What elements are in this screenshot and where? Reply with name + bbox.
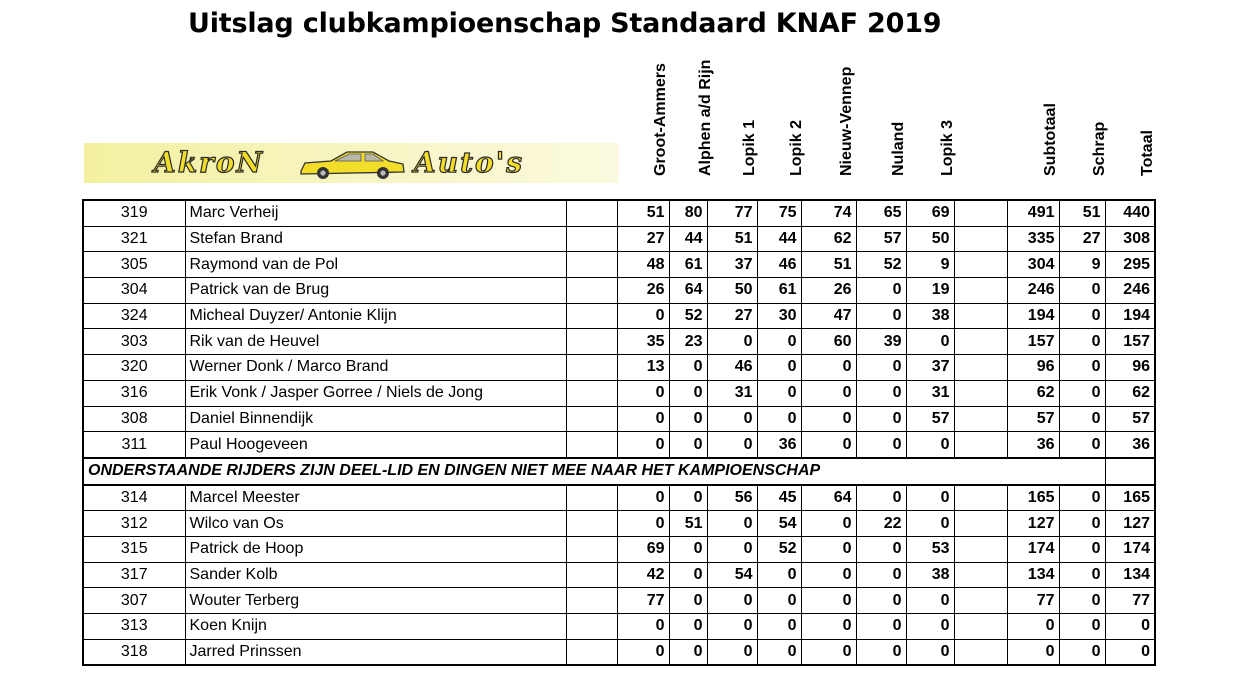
score-cell: 0 <box>617 432 669 458</box>
score-cell: 0 <box>617 511 669 537</box>
table-row <box>83 355 1155 381</box>
totaal-cell: 174 <box>1105 536 1155 562</box>
score-cell: 0 <box>617 303 669 329</box>
table-row <box>83 406 1155 432</box>
empty-cell <box>566 562 617 588</box>
score-cell: 60 <box>801 329 856 355</box>
rider-number: 321 <box>83 226 185 252</box>
schrap-cell: 0 <box>1059 406 1105 432</box>
score-cell: 0 <box>856 614 906 640</box>
score-cell: 0 <box>617 614 669 640</box>
results-table <box>82 199 1156 666</box>
score-cell: 37 <box>707 252 757 278</box>
empty-cell <box>954 303 1007 329</box>
empty-cell <box>954 485 1007 511</box>
score-cell: 0 <box>801 614 856 640</box>
rider-number: 324 <box>83 303 185 329</box>
subtotaal-cell: 0 <box>1007 639 1059 665</box>
score-cell: 51 <box>801 252 856 278</box>
rider-number: 319 <box>83 200 185 226</box>
table-row <box>83 432 1155 458</box>
table-row <box>83 200 1155 226</box>
col-header-lopik-1: Lopik 1 <box>741 119 758 176</box>
totaal-cell: 295 <box>1105 252 1155 278</box>
totaal-cell: 77 <box>1105 588 1155 614</box>
score-cell: 38 <box>906 303 954 329</box>
table-row <box>83 329 1155 355</box>
score-cell: 0 <box>856 278 906 304</box>
totaal-cell: 36 <box>1105 432 1155 458</box>
schrap-cell: 0 <box>1059 562 1105 588</box>
score-cell: 0 <box>856 536 906 562</box>
empty-cell <box>954 226 1007 252</box>
table-row <box>83 278 1155 304</box>
score-cell: 61 <box>757 278 801 304</box>
subtotaal-cell: 165 <box>1007 485 1059 511</box>
score-cell: 0 <box>617 406 669 432</box>
empty-cell <box>566 485 617 511</box>
rider-number: 307 <box>83 588 185 614</box>
empty-cell <box>954 200 1007 226</box>
rider-number: 316 <box>83 380 185 406</box>
score-cell: 51 <box>707 226 757 252</box>
empty-cell <box>566 380 617 406</box>
score-cell: 35 <box>617 329 669 355</box>
score-cell: 65 <box>856 200 906 226</box>
score-cell: 0 <box>906 639 954 665</box>
score-cell: 0 <box>707 639 757 665</box>
schrap-cell: 0 <box>1059 536 1105 562</box>
empty-cell <box>954 406 1007 432</box>
subtotaal-cell: 36 <box>1007 432 1059 458</box>
schrap-cell: 0 <box>1059 639 1105 665</box>
score-cell: 27 <box>707 303 757 329</box>
score-cell: 13 <box>617 355 669 381</box>
score-cell: 0 <box>669 562 707 588</box>
col-header-nuland: Nuland <box>890 121 907 176</box>
table-row <box>83 588 1155 614</box>
rider-name: Paul Hoogeveen <box>185 432 566 458</box>
score-cell: 0 <box>801 562 856 588</box>
akron-autos-logo <box>84 143 619 183</box>
subtotaal-cell: 0 <box>1007 614 1059 640</box>
empty-cell <box>954 536 1007 562</box>
empty-cell <box>566 432 617 458</box>
empty-cell <box>566 303 617 329</box>
col-header-nieuw-vennep: Nieuw-Vennep <box>837 66 855 176</box>
score-cell: 0 <box>801 511 856 537</box>
totaal-cell: 157 <box>1105 329 1155 355</box>
totaal-cell: 440 <box>1105 200 1155 226</box>
rider-number: 311 <box>83 432 185 458</box>
score-cell: 47 <box>801 303 856 329</box>
schrap-cell: 0 <box>1059 355 1105 381</box>
score-cell: 54 <box>757 511 801 537</box>
subtotaal-cell: 57 <box>1007 406 1059 432</box>
schrap-cell: 9 <box>1059 252 1105 278</box>
score-cell: 0 <box>856 380 906 406</box>
subtotaal-cell: 157 <box>1007 329 1059 355</box>
col-header-lopik-3: Lopik 3 <box>939 119 956 176</box>
score-cell: 0 <box>757 406 801 432</box>
score-cell: 9 <box>906 252 954 278</box>
score-cell: 75 <box>757 200 801 226</box>
col-header-alphen: Alphen a/d Rijn <box>697 59 714 176</box>
rider-number: 315 <box>83 536 185 562</box>
logo-word-autos: Auto's <box>414 146 525 179</box>
rider-name: Sander Kolb <box>185 562 566 588</box>
totaal-cell: 134 <box>1105 562 1155 588</box>
score-cell: 0 <box>856 485 906 511</box>
score-cell: 0 <box>669 614 707 640</box>
note-row-empty-cell <box>1105 458 1155 485</box>
score-cell: 0 <box>906 432 954 458</box>
schrap-cell: 0 <box>1059 329 1105 355</box>
rider-number: 303 <box>83 329 185 355</box>
score-cell: 50 <box>707 278 757 304</box>
table-row <box>83 252 1155 278</box>
score-cell: 64 <box>669 278 707 304</box>
rider-name: Jarred Prinssen <box>185 639 566 665</box>
score-cell: 44 <box>757 226 801 252</box>
score-cell: 39 <box>856 329 906 355</box>
score-cell: 0 <box>757 614 801 640</box>
score-cell: 0 <box>707 329 757 355</box>
score-cell: 0 <box>757 329 801 355</box>
rider-number: 304 <box>83 278 185 304</box>
rider-number: 313 <box>83 614 185 640</box>
score-cell: 44 <box>669 226 707 252</box>
schrap-cell: 27 <box>1059 226 1105 252</box>
subtotaal-cell: 127 <box>1007 511 1059 537</box>
score-cell: 0 <box>856 406 906 432</box>
empty-cell <box>954 588 1007 614</box>
table-row <box>83 639 1155 665</box>
col-header-schrap: Schrap <box>1091 121 1108 176</box>
rider-number: 305 <box>83 252 185 278</box>
score-cell: 0 <box>856 639 906 665</box>
ranked-rows <box>83 200 1155 458</box>
table-row <box>83 614 1155 640</box>
score-cell: 0 <box>801 355 856 381</box>
rider-name: Daniel Binnendijk <box>185 406 566 432</box>
score-cell: 0 <box>669 380 707 406</box>
schrap-cell: 0 <box>1059 278 1105 304</box>
table-row <box>83 562 1155 588</box>
rider-name: Raymond van de Pol <box>185 252 566 278</box>
rider-name: Marc Verheij <box>185 200 566 226</box>
score-cell: 0 <box>801 588 856 614</box>
totaal-cell: 0 <box>1105 614 1155 640</box>
score-cell: 0 <box>707 588 757 614</box>
totaal-cell: 165 <box>1105 485 1155 511</box>
score-cell: 42 <box>617 562 669 588</box>
rider-name: Rik van de Heuvel <box>185 329 566 355</box>
rider-name: Koen Knijn <box>185 614 566 640</box>
totaal-cell: 127 <box>1105 511 1155 537</box>
rider-number: 308 <box>83 406 185 432</box>
score-cell: 0 <box>617 380 669 406</box>
empty-cell <box>954 252 1007 278</box>
rider-name: Patrick van de Brug <box>185 278 566 304</box>
rider-number: 318 <box>83 639 185 665</box>
score-cell: 0 <box>801 432 856 458</box>
rider-number: 314 <box>83 485 185 511</box>
score-cell: 23 <box>669 329 707 355</box>
score-cell: 57 <box>856 226 906 252</box>
empty-cell <box>954 355 1007 381</box>
score-cell: 0 <box>707 432 757 458</box>
score-cell: 77 <box>617 588 669 614</box>
rider-name: Wouter Terberg <box>185 588 566 614</box>
totaal-cell: 57 <box>1105 406 1155 432</box>
score-cell: 0 <box>801 406 856 432</box>
subtotaal-cell: 304 <box>1007 252 1059 278</box>
score-cell: 27 <box>617 226 669 252</box>
table-row <box>83 226 1155 252</box>
empty-cell <box>566 278 617 304</box>
score-cell: 0 <box>669 432 707 458</box>
score-cell: 46 <box>757 252 801 278</box>
score-cell: 0 <box>669 588 707 614</box>
empty-cell <box>566 588 617 614</box>
score-cell: 0 <box>757 562 801 588</box>
empty-cell <box>566 226 617 252</box>
rider-number: 312 <box>83 511 185 537</box>
rider-name: Stefan Brand <box>185 226 566 252</box>
score-cell: 61 <box>669 252 707 278</box>
score-cell: 52 <box>856 252 906 278</box>
schrap-cell: 51 <box>1059 200 1105 226</box>
col-header-subtotaal: Subtotaal <box>1042 103 1059 176</box>
totaal-cell: 308 <box>1105 226 1155 252</box>
subtotaal-cell: 335 <box>1007 226 1059 252</box>
table-row <box>83 303 1155 329</box>
totaal-cell: 62 <box>1105 380 1155 406</box>
score-cell: 0 <box>669 536 707 562</box>
subtotaal-cell: 77 <box>1007 588 1059 614</box>
col-header-groot-ammers: Groot-Ammers <box>651 63 669 176</box>
score-cell: 0 <box>906 588 954 614</box>
note-row <box>83 458 1155 485</box>
score-cell: 52 <box>757 536 801 562</box>
score-cell: 0 <box>669 355 707 381</box>
score-cell: 48 <box>617 252 669 278</box>
score-cell: 31 <box>906 380 954 406</box>
score-cell: 0 <box>906 614 954 640</box>
score-cell: 0 <box>801 639 856 665</box>
totaal-cell: 0 <box>1105 639 1155 665</box>
empty-cell <box>954 511 1007 537</box>
rider-name: Werner Donk / Marco Brand <box>185 355 566 381</box>
rider-name: Micheal Duyzer/ Antonie Klijn <box>185 303 566 329</box>
score-cell: 69 <box>617 536 669 562</box>
score-cell: 69 <box>906 200 954 226</box>
score-cell: 0 <box>906 511 954 537</box>
table-row <box>83 536 1155 562</box>
score-cell: 46 <box>707 355 757 381</box>
schrap-cell: 0 <box>1059 432 1105 458</box>
deel-lid-rows <box>83 485 1155 666</box>
table-row <box>83 380 1155 406</box>
schrap-cell: 0 <box>1059 303 1105 329</box>
rider-name: Erik Vonk / Jasper Gorree / Niels de Jong <box>185 380 566 406</box>
rider-number: 317 <box>83 562 185 588</box>
score-cell: 36 <box>757 432 801 458</box>
col-header-lopik-2: Lopik 2 <box>788 119 805 176</box>
score-cell: 0 <box>906 329 954 355</box>
totaal-cell: 96 <box>1105 355 1155 381</box>
score-cell: 74 <box>801 200 856 226</box>
score-cell: 77 <box>707 200 757 226</box>
table-row <box>83 485 1155 511</box>
empty-cell <box>954 562 1007 588</box>
score-cell: 0 <box>856 432 906 458</box>
empty-cell <box>954 278 1007 304</box>
score-cell: 0 <box>669 485 707 511</box>
score-cell: 52 <box>669 303 707 329</box>
empty-cell <box>566 639 617 665</box>
score-cell: 37 <box>906 355 954 381</box>
table-row <box>83 511 1155 537</box>
score-cell: 45 <box>757 485 801 511</box>
empty-cell <box>566 406 617 432</box>
score-cell: 0 <box>757 355 801 381</box>
score-cell: 56 <box>707 485 757 511</box>
score-cell: 0 <box>707 511 757 537</box>
schrap-cell: 0 <box>1059 511 1105 537</box>
rider-name: Patrick de Hoop <box>185 536 566 562</box>
score-cell: 0 <box>906 485 954 511</box>
empty-cell <box>954 329 1007 355</box>
score-cell: 0 <box>707 536 757 562</box>
subtotaal-cell: 134 <box>1007 562 1059 588</box>
empty-cell <box>954 432 1007 458</box>
totaal-cell: 194 <box>1105 303 1155 329</box>
score-cell: 57 <box>906 406 954 432</box>
score-cell: 0 <box>757 588 801 614</box>
score-cell: 0 <box>856 303 906 329</box>
schrap-cell: 0 <box>1059 380 1105 406</box>
empty-cell <box>566 511 617 537</box>
empty-cell <box>566 355 617 381</box>
subtotaal-cell: 96 <box>1007 355 1059 381</box>
score-cell: 22 <box>856 511 906 537</box>
schrap-cell: 0 <box>1059 588 1105 614</box>
rider-name: Marcel Meester <box>185 485 566 511</box>
score-cell: 0 <box>856 355 906 381</box>
score-cell: 53 <box>906 536 954 562</box>
score-cell: 0 <box>801 380 856 406</box>
empty-cell <box>954 380 1007 406</box>
subtotaal-cell: 174 <box>1007 536 1059 562</box>
subtotaal-cell: 62 <box>1007 380 1059 406</box>
car-icon <box>297 147 407 181</box>
score-cell: 26 <box>617 278 669 304</box>
score-cell: 0 <box>669 639 707 665</box>
score-cell: 19 <box>906 278 954 304</box>
score-cell: 0 <box>707 406 757 432</box>
subtotaal-cell: 491 <box>1007 200 1059 226</box>
score-cell: 38 <box>906 562 954 588</box>
score-cell: 30 <box>757 303 801 329</box>
totaal-cell: 246 <box>1105 278 1155 304</box>
score-cell: 51 <box>617 200 669 226</box>
empty-cell <box>566 536 617 562</box>
empty-cell <box>566 200 617 226</box>
score-cell: 64 <box>801 485 856 511</box>
rider-number: 320 <box>83 355 185 381</box>
empty-cell <box>566 329 617 355</box>
score-cell: 31 <box>707 380 757 406</box>
score-cell: 51 <box>669 511 707 537</box>
score-cell: 62 <box>801 226 856 252</box>
rider-name: Wilco van Os <box>185 511 566 537</box>
score-cell: 26 <box>801 278 856 304</box>
empty-cell <box>566 252 617 278</box>
empty-cell <box>954 639 1007 665</box>
score-cell: 54 <box>707 562 757 588</box>
subtotaal-cell: 194 <box>1007 303 1059 329</box>
empty-cell <box>566 614 617 640</box>
page-title: Uitslag clubkampioenschap Standaard KNAF 2019 <box>188 8 942 39</box>
score-cell: 80 <box>669 200 707 226</box>
score-cell: 0 <box>757 380 801 406</box>
logo-word-akron: AkroN <box>154 146 265 179</box>
score-cell: 0 <box>801 536 856 562</box>
deel-lid-note: ONDERSTAANDE RIJDERS ZIJN DEEL-LID EN DINGEN NIET MEE NAAR HET KAMPIOENSCHAP <box>83 458 1105 485</box>
score-cell: 0 <box>856 588 906 614</box>
score-cell: 50 <box>906 226 954 252</box>
score-cell: 0 <box>617 639 669 665</box>
col-header-totaal: Totaal <box>1139 130 1156 176</box>
empty-cell <box>954 614 1007 640</box>
schrap-cell: 0 <box>1059 485 1105 511</box>
subtotaal-cell: 246 <box>1007 278 1059 304</box>
score-cell: 0 <box>856 562 906 588</box>
score-cell: 0 <box>669 406 707 432</box>
score-cell: 0 <box>617 485 669 511</box>
score-cell: 0 <box>707 614 757 640</box>
score-cell: 0 <box>757 639 801 665</box>
schrap-cell: 0 <box>1059 614 1105 640</box>
